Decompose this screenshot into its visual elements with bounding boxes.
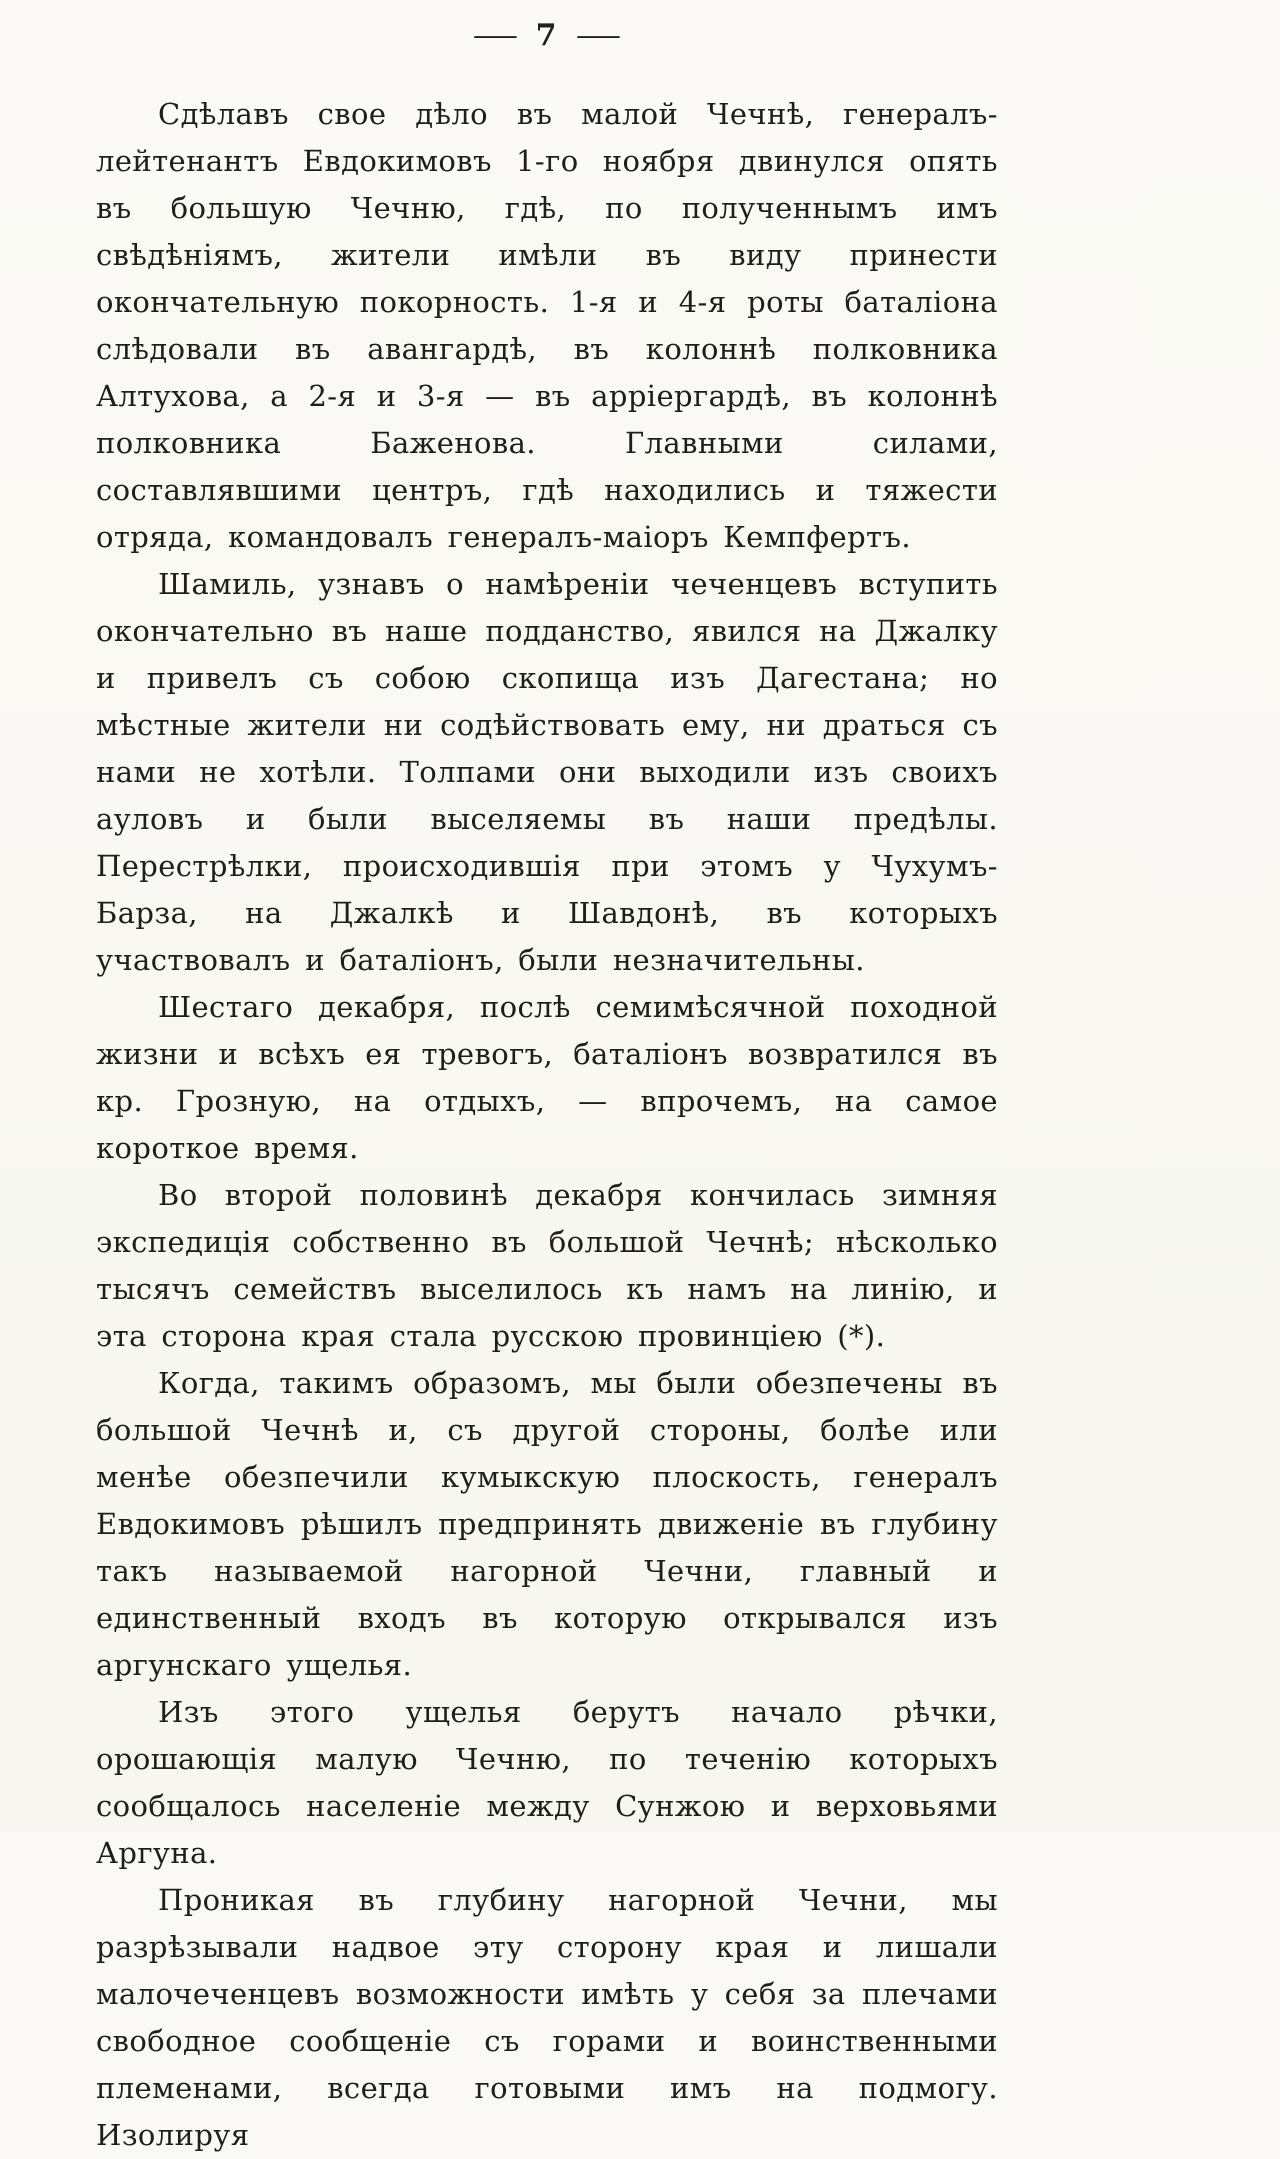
paragraph: Изъ этого ущелья берутъ начало рѣчки, орошающія малую Чечню, по теченію которыхъ сообщалось населеніе между Сунжою и верховьями Аргуна.: [96, 1695, 998, 1870]
header-dash-right: —: [575, 18, 623, 52]
header-dash-left: —: [471, 18, 519, 52]
page-number: 7: [535, 18, 559, 53]
paragraph: Шамиль, узнавъ о намѣреніи чеченцевъ вступить окончательно въ наше подданство, явился на Джалку и привелъ съ собою скопища изъ Дагестана; но мѣстные жители ни содѣйствовать ему, ни драться съ нами не хотѣли. Толпами они выходили изъ своихъ ауловъ и были выселяемы въ наши предѣлы. Перестрѣлки, происходившія при этомъ у Чухумъ-Барза, на Джалкѣ и Шавдонѣ, въ которыхъ участвовалъ и баталіонъ, были незначительны.: [96, 567, 998, 977]
paragraph: Сдѣлавъ свое дѣло въ малой Чечнѣ, генералъ-лейтенантъ Евдокимовъ 1-го ноября двинулся опять въ большую Чечню, гдѣ, по полученнымъ имъ свѣдѣніямъ, жители имѣли въ виду принести окончательную покорность. 1-я и 4-я роты баталіона слѣдовали въ авангардѣ, въ колоннѣ полковника Алтухова, а 2-я и 3-я — въ арріергардѣ, въ колоннѣ полковника Баженова. Главными силами, составлявшими центръ, гдѣ находились и тяжести отряда, командовалъ генералъ-маіоръ Кемпфертъ.: [96, 97, 998, 554]
paragraph: Шестаго декабря, послѣ семимѣсячной походной жизни и всѣхъ ея тревогъ, баталіонъ возвратился въ кр. Грозную, на отдыхъ, — впрочемъ, на самое короткое время.: [96, 990, 998, 1165]
page-header: [96, 18, 998, 53]
page-body: [96, 91, 998, 2159]
paragraph: Когда, такимъ образомъ, мы были обезпечены въ большой Чечнѣ и, съ другой стороны, болѣе или менѣе обезпечили кумыкскую плоскость, генералъ Евдокимовъ рѣшилъ предпринять движеніе въ глубину такъ называемой нагорной Чечни, главный и единственный входъ въ которую открывался изъ аргунскаго ущелья.: [96, 1366, 998, 1682]
paragraph: Проникая въ глубину нагорной Чечни, мы разрѣзывали надвое эту сторону края и лишали малочеченцевъ возможности имѣть у себя за плечами свободное сообщеніе съ горами и воинственными племенами, всегда готовыми имъ на подмогу. Изолируя: [96, 1883, 998, 2152]
paragraph: Во второй половинѣ декабря кончилась зимняя экспедиція собственно въ большой Чечнѣ; нѣсколько тысячъ семействъ выселилось къ намъ на линію, и эта сторона края стала русскою провинціею (*).: [96, 1178, 998, 1353]
